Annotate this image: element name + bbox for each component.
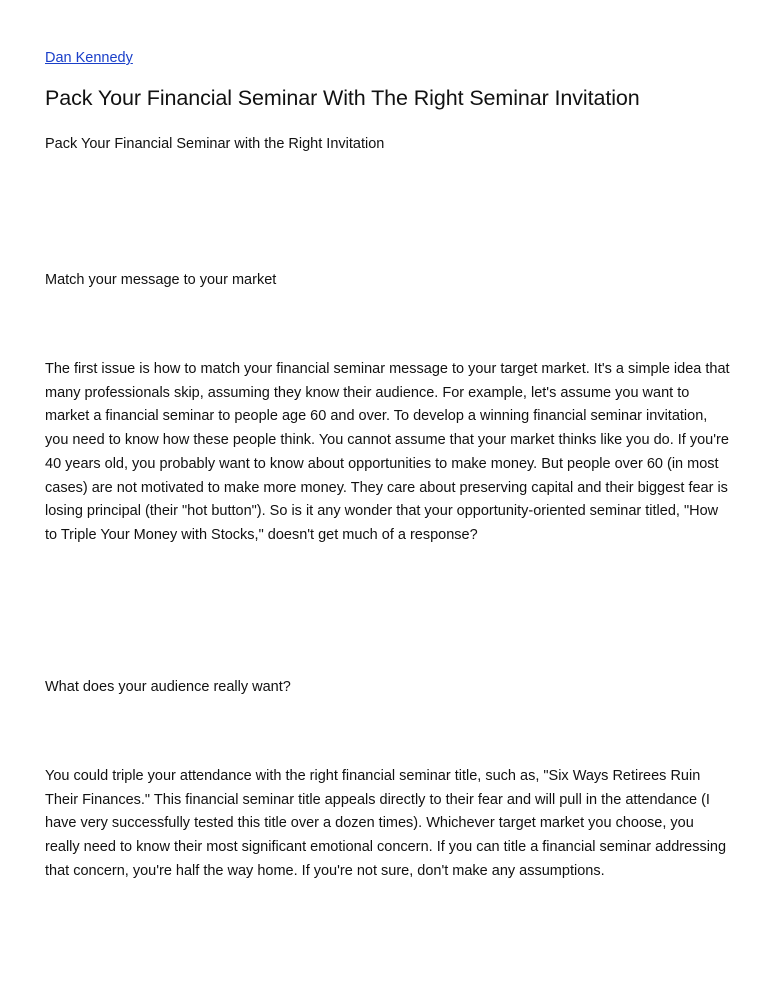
section-paragraph-market: The first issue is how to match your financial seminar message to your target market. It's a simple idea that many professionals skip, assuming they know their audience. For example, let's assume you want to market a financial seminar to people age 60 and over. To develop a winning financial seminar invitation, you need to know how these people think. You cannot assume that your market thinks like you do. If you're 40 years old, you probably want to know about opportunities to make money. But people over 60 (in most cases) are not motivated to make more money. They care about preserving capital and their biggest fear is losing principal (their "hot button"). So is it any wonder that your opportunity-oriented seminar titled, "How to Triple Your Money with Stocks," doesn't get much of a response? — [45, 361, 730, 543]
page-title: Pack Your Financial Seminar With The Right Seminar Invitation — [45, 86, 640, 110]
section-paragraph-audience: You could triple your attendance with the right financial seminar title, such as, "Six Ways Retirees Ruin Their Finances." This financial seminar title appeals directly to their fear and will pull in the attendance (I have very successfully tested this title over a dozen times). Whichever target market you choose, you really need to know their most significant emotional concern. If you can title a financial seminar addressing that concern, you're half the way home. If you're not sure, don't make any assumptions. — [45, 768, 727, 879]
section-heading-audience: What does your audience really want? — [45, 679, 291, 695]
section-heading-market: Match your message to your market — [45, 272, 277, 288]
author-link[interactable]: Dan Kennedy — [45, 50, 133, 66]
subtitle: Pack Your Financial Seminar with the Right Invitation — [45, 136, 385, 152]
